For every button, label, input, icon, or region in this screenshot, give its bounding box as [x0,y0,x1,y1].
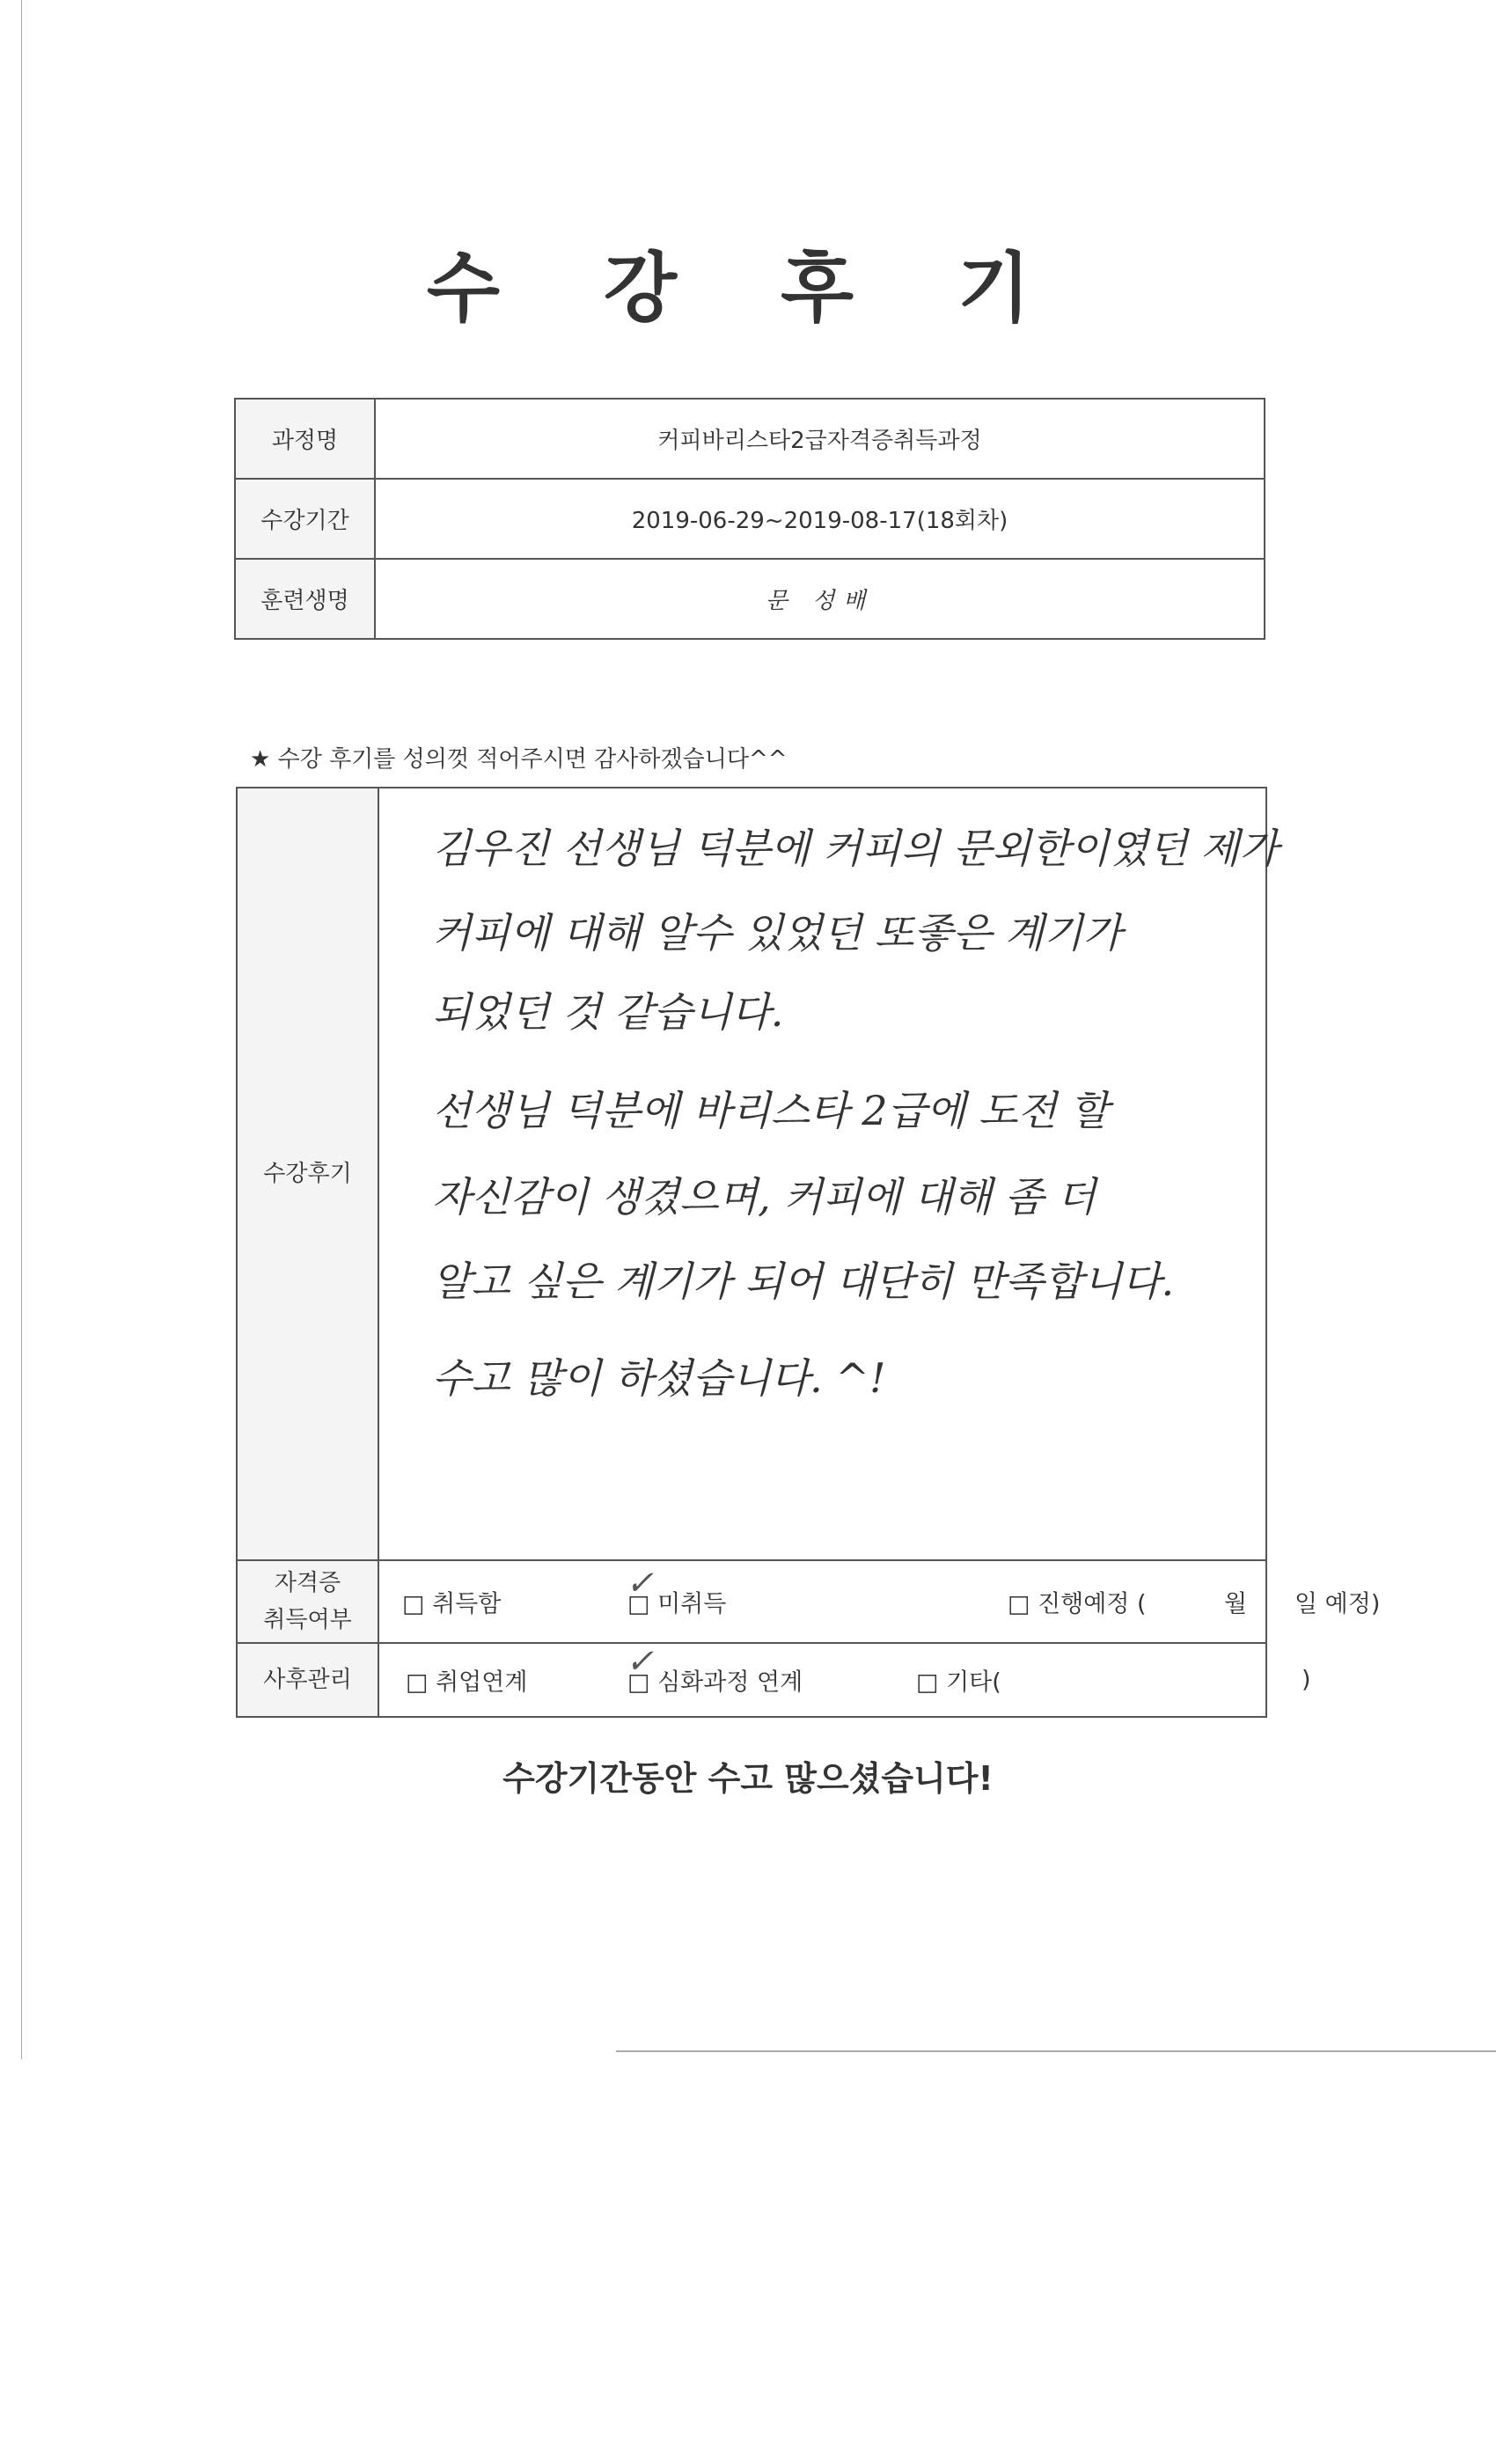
review-line: 수고 많이 하셨습니다. ^! [432,1354,886,1402]
other-close-paren: ) [1302,1666,1311,1694]
option-job-link[interactable]: □ 취업연계 [406,1668,528,1697]
month-label: 월 [1224,1590,1248,1618]
period-label: 수강기간 [235,479,375,559]
scan-edge-left [21,0,22,2059]
check-mark-icon: ✓ [626,1641,654,1681]
course-value: 커피바리스타2급자격증취득과정 [375,399,1265,479]
review-text [378,788,1279,1560]
period-row [235,479,1265,559]
review-line: 알고 싶은 계기가 되어 대단히 만족합니다. [432,1258,1175,1305]
certification-options [378,1560,1381,1643]
review-line: 커피에 대해 알수 있었던 또좋은 계기가 [432,909,1123,957]
aftercare-row [237,1643,1266,1717]
period-value: 2019-06-29~2019-08-17(18회차) [375,479,1265,559]
certification-row [237,1560,1266,1643]
document-title: 수 강 후 기 [426,245,1070,333]
option-advanced-course[interactable] [626,1641,803,1698]
option-other[interactable]: □ 기타( [916,1668,1001,1697]
instruction-note: ★ 수강 후기를 성의껏 적어주시면 감사하겠습니다^^ [250,746,788,773]
review-line: 김우진 선생님 덕분에 커피의 문외한이였던 제가 [432,825,1279,872]
review-line: 자신감이 생겼으며, 커피에 대해 좀 더 [432,1173,1096,1221]
aftercare-label: 사후관리 [237,1643,378,1717]
review-table [236,787,1381,1718]
certification-label [237,1560,378,1643]
trainee-label: 훈련생명 [235,559,375,639]
review-row [237,788,1266,1560]
option-acquired[interactable]: □ 취득함 [402,1590,502,1618]
option-in-progress[interactable]: □ 진행예정 ( [1008,1590,1147,1618]
aftercare-options [378,1641,1311,1717]
option-not-acquired[interactable] [626,1563,727,1619]
certification-label-line2: 취득여부 [263,1607,352,1633]
review-label: 수강후기 [237,788,378,1560]
check-mark-icon: ✓ [626,1563,654,1602]
course-row [235,399,1265,479]
option-advanced-course-label: □ 심화과정 연계 [627,1668,803,1697]
trainee-row [235,559,1265,639]
course-label: 과정명 [235,399,375,479]
certification-label-line1: 자격증 [274,1570,341,1596]
review-line: 선생님 덕분에 바리스타 2급에 도전 할 [432,1087,1109,1134]
trainee-name: 문 성배 [375,559,1265,639]
option-not-acquired-label: □ 미취득 [627,1590,727,1618]
closing-message: 수강기간동안 수고 많으셨습니다! [502,1759,994,1798]
course-info-table [234,398,1265,640]
day-label: 일 예정) [1294,1590,1381,1618]
review-line: 되었던 것 같습니다. [432,988,784,1036]
scan-edge-bottom [616,2050,1496,2052]
